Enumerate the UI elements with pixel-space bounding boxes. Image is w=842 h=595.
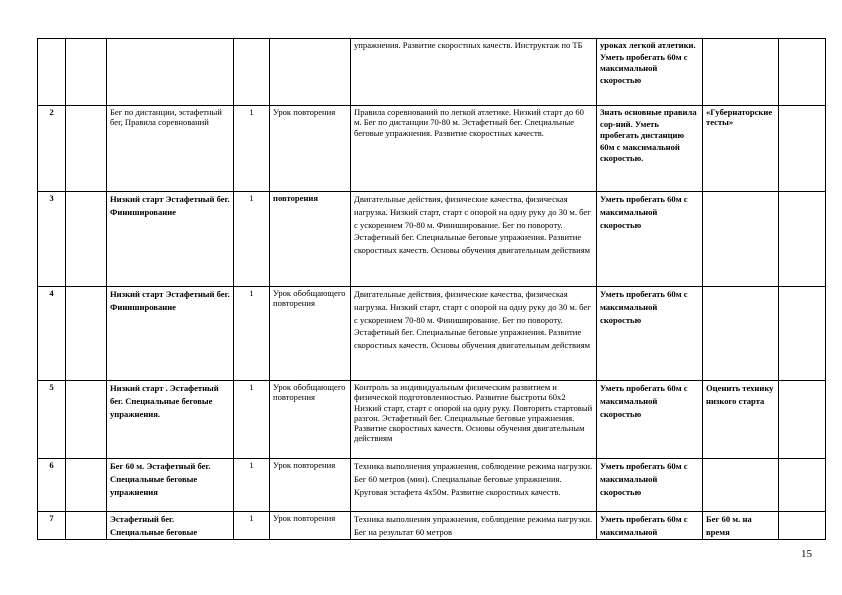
empty-cell bbox=[779, 512, 826, 540]
lesson-number: 4 bbox=[38, 287, 66, 381]
lesson-type: повторения bbox=[270, 192, 351, 287]
lesson-type: Урок обобщающего повторения bbox=[270, 381, 351, 459]
lesson-number: 7 bbox=[38, 512, 66, 540]
empty-cell bbox=[66, 459, 107, 512]
lesson-hours: 1 bbox=[234, 381, 270, 459]
empty-cell bbox=[66, 287, 107, 381]
lesson-hours: 1 bbox=[234, 106, 270, 192]
empty-cell bbox=[66, 192, 107, 287]
lesson-hours: 1 bbox=[234, 192, 270, 287]
lesson-plan-table bbox=[37, 38, 826, 540]
table-row bbox=[38, 287, 826, 381]
lesson-topic: Бег 60 м. Эстафетный бег. Специальные беговые упражнения bbox=[107, 459, 234, 512]
lesson-type: Урок повторения bbox=[270, 512, 351, 540]
lesson-requirements: Уметь пробегать 60м с максимальной скоростью bbox=[597, 287, 703, 381]
lesson-topic bbox=[107, 39, 234, 106]
table-row bbox=[38, 192, 826, 287]
lesson-number bbox=[38, 39, 66, 106]
lesson-control bbox=[703, 459, 779, 512]
lesson-type: Урок повторения bbox=[270, 459, 351, 512]
lesson-number: 5 bbox=[38, 381, 66, 459]
lesson-topic: Низкий старт Эстафетный бег. Финиширование bbox=[107, 192, 234, 287]
empty-cell bbox=[66, 381, 107, 459]
table-row bbox=[38, 512, 826, 540]
lesson-type: Урок обобщающего повторения bbox=[270, 287, 351, 381]
lesson-number: 3 bbox=[38, 192, 66, 287]
lesson-control: Оценить технику низкого старта bbox=[703, 381, 779, 459]
lesson-requirements: уроках легкой атлетики. Уметь пробегать 60м с максимальной скоростью bbox=[597, 39, 703, 106]
lesson-topic: Эстафетный бег. Специальные беговые bbox=[107, 512, 234, 540]
empty-cell bbox=[779, 287, 826, 381]
lesson-control bbox=[703, 287, 779, 381]
lesson-requirements: Уметь пробегать 60м с максимальной bbox=[597, 512, 703, 540]
lesson-content: Двигательные действия, физические качества, физическая нагрузка. Низкий старт, старт с опорой на одну руку до 30 м. бег с ускорением 70-80 м. Финиширование. Бег по повороту. Эстафетный бег. Специальные беговые упражнения. Развитие скоростных качеств. Основы обучения двигательным действиям bbox=[351, 192, 597, 287]
lesson-control: Бег 60 м. на время bbox=[703, 512, 779, 540]
lesson-control: «Губернаторские тесты» bbox=[703, 106, 779, 192]
table-row bbox=[38, 39, 826, 106]
table-row bbox=[38, 381, 826, 459]
empty-cell bbox=[66, 106, 107, 192]
lesson-hours bbox=[234, 39, 270, 106]
empty-cell bbox=[779, 192, 826, 287]
page-number: 15 bbox=[801, 548, 812, 560]
empty-cell bbox=[66, 39, 107, 106]
lesson-number: 2 bbox=[38, 106, 66, 192]
lesson-content: упражнения. Развитие скоростных качеств. Инструктаж по ТБ bbox=[351, 39, 597, 106]
lesson-control bbox=[703, 39, 779, 106]
lesson-topic: Бег по дистанции, эстафетный бег, Правила соревнований bbox=[107, 106, 234, 192]
lesson-hours: 1 bbox=[234, 287, 270, 381]
empty-cell bbox=[66, 512, 107, 540]
lesson-type bbox=[270, 39, 351, 106]
lesson-topic: Низкий старт . Эстафетный бег. Специальные беговые упражнения. bbox=[107, 381, 234, 459]
empty-cell bbox=[779, 106, 826, 192]
lesson-hours: 1 bbox=[234, 512, 270, 540]
lesson-requirements: Уметь пробегать 60м с максимальной скоростью bbox=[597, 381, 703, 459]
lesson-number: 6 bbox=[38, 459, 66, 512]
table-row bbox=[38, 459, 826, 512]
lesson-control bbox=[703, 192, 779, 287]
lesson-type: Урок повторения bbox=[270, 106, 351, 192]
lesson-content: Техника выполнения упражнения, соблюдение режима нагрузки. Бег 60 метров (мин). Специальные беговые упражнения. Круговая эстафета 4х50м. Развитие скоростных качеств. bbox=[351, 459, 597, 512]
lesson-hours: 1 bbox=[234, 459, 270, 512]
table-row bbox=[38, 106, 826, 192]
empty-cell bbox=[779, 39, 826, 106]
lesson-content: Двигательные действия, физические качества, физическая нагрузка. Низкий старт, старт с опорой на одну руку до 30 м. бег с ускорением 70-80 м. Финиширование. Бег по повороту. Эстафетный бег. Специальные беговые упражнения. Развитие скоростных качеств. Основы обучения двигательным действиям bbox=[351, 287, 597, 381]
lesson-content: Контроль за индивидуальным физическим развитием и физической подготовленностью. Развитие быстроты 60х2 Низкий старт, старт с опорой на одну руку. Повторить стартовый разгон. Эстафетный бег. Специальные беговые упражнения. Развитие скоростных качеств. Основы обучения двигательным действиям bbox=[351, 381, 597, 459]
lesson-requirements: Уметь пробегать 60м с максимальной скоростью bbox=[597, 192, 703, 287]
lesson-requirements: Знать основные правила сор-ний. Уметь пробегать дистанцию 60м с максимальной скоростью. bbox=[597, 106, 703, 192]
lesson-requirements: Уметь пробегать 60м с максимальной скоростью bbox=[597, 459, 703, 512]
lesson-content: Правила соревнований по легкой атлетике. Низкий старт до 60 м. Бег по дистанции 70-80 м. Эстафетный бег. Специальные беговые упражнения. Развитие скоростных качеств. bbox=[351, 106, 597, 192]
empty-cell bbox=[779, 381, 826, 459]
empty-cell bbox=[779, 459, 826, 512]
lesson-content: Техника выполнения упражнения, соблюдение режима нагрузки. Бег на результат 60 метров bbox=[351, 512, 597, 540]
lesson-topic: Низкий старт Эстафетный бег. Финиширование bbox=[107, 287, 234, 381]
